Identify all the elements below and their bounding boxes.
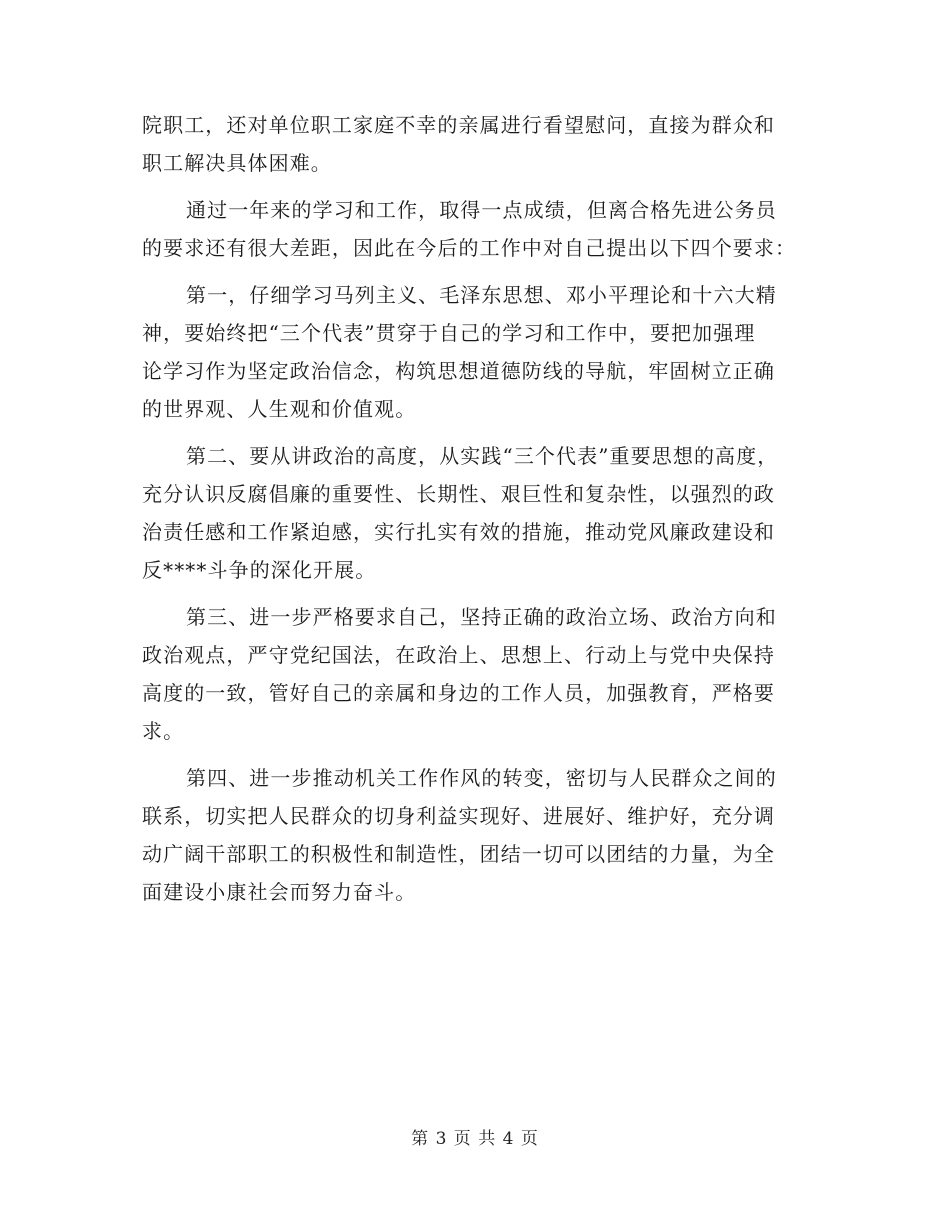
- text-line: 政治观点，严守党纪国法，在政治上、思想上、行动上与党中央保持: [142, 643, 775, 667]
- text-line: 反****斗争的深化开展。: [142, 558, 377, 582]
- text-line: 充分认识反腐倡廉的重要性、长期性、艰巨性和复杂性，以强烈的政: [142, 482, 775, 506]
- paragraph-1: [142, 106, 807, 182]
- text-line: 院职工，还对单位职工家庭不幸的亲属进行看望慰问，直接为群众和: [142, 113, 775, 137]
- text-line: 第四、进一步推动机关工作作风的转变，密切与人民群众之间的: [186, 766, 777, 790]
- text-line: 联系，切实把人民群众的切身利益实现好、进展好、维护好，充分调: [142, 804, 775, 828]
- paragraph-4: [142, 437, 807, 589]
- text-line: 职工解决具体困难。: [142, 151, 332, 175]
- text-line: 高度的一致，管好自己的亲属和身边的工作人员，加强教育，严格要: [142, 681, 775, 705]
- text-line: 的要求还有很大差距，因此在今后的工作中对自己提出以下四个要求：: [142, 236, 797, 260]
- text-line: 神，要始终把“三个代表”贯穿于自己的学习和工作中，要把加强理: [142, 321, 756, 345]
- text-line: 治责任感和工作紧迫感，实行扎实有效的措施，推动党风廉政建设和: [142, 520, 775, 544]
- text-line: 的世界观、人生观和价值观。: [142, 397, 417, 421]
- text-line: 论学习作为坚定政治信念，构筑思想道德防线的导航，牢固树立正确: [142, 359, 775, 383]
- text-line: 通过一年来的学习和工作，取得一点成绩，但离合格先进公务员: [186, 198, 777, 222]
- paragraph-2: [142, 191, 807, 267]
- text-line: 求。: [142, 719, 185, 743]
- paragraph-6: [142, 759, 807, 911]
- document-body: [142, 106, 807, 911]
- paragraph-5: [142, 598, 807, 750]
- text-line: 第三、进一步严格要求自己，坚持正确的政治立场、政治方向和: [186, 605, 777, 629]
- text-line: 第一，仔细学习马列主义、毛泽东思想、邓小平理论和十六大精: [186, 283, 777, 307]
- page-number-footer: 第 3 页 共 4 页: [411, 1129, 539, 1149]
- text-line: 第二、要从讲政治的高度，从实践“三个代表”重要思想的高度，: [186, 444, 779, 468]
- text-line: 面建设小康社会而努力奋斗。: [142, 880, 417, 904]
- text-line: 动广阔干部职工的积极性和制造性，团结一切可以团结的力量，为全: [142, 842, 775, 866]
- paragraph-3: [142, 276, 807, 428]
